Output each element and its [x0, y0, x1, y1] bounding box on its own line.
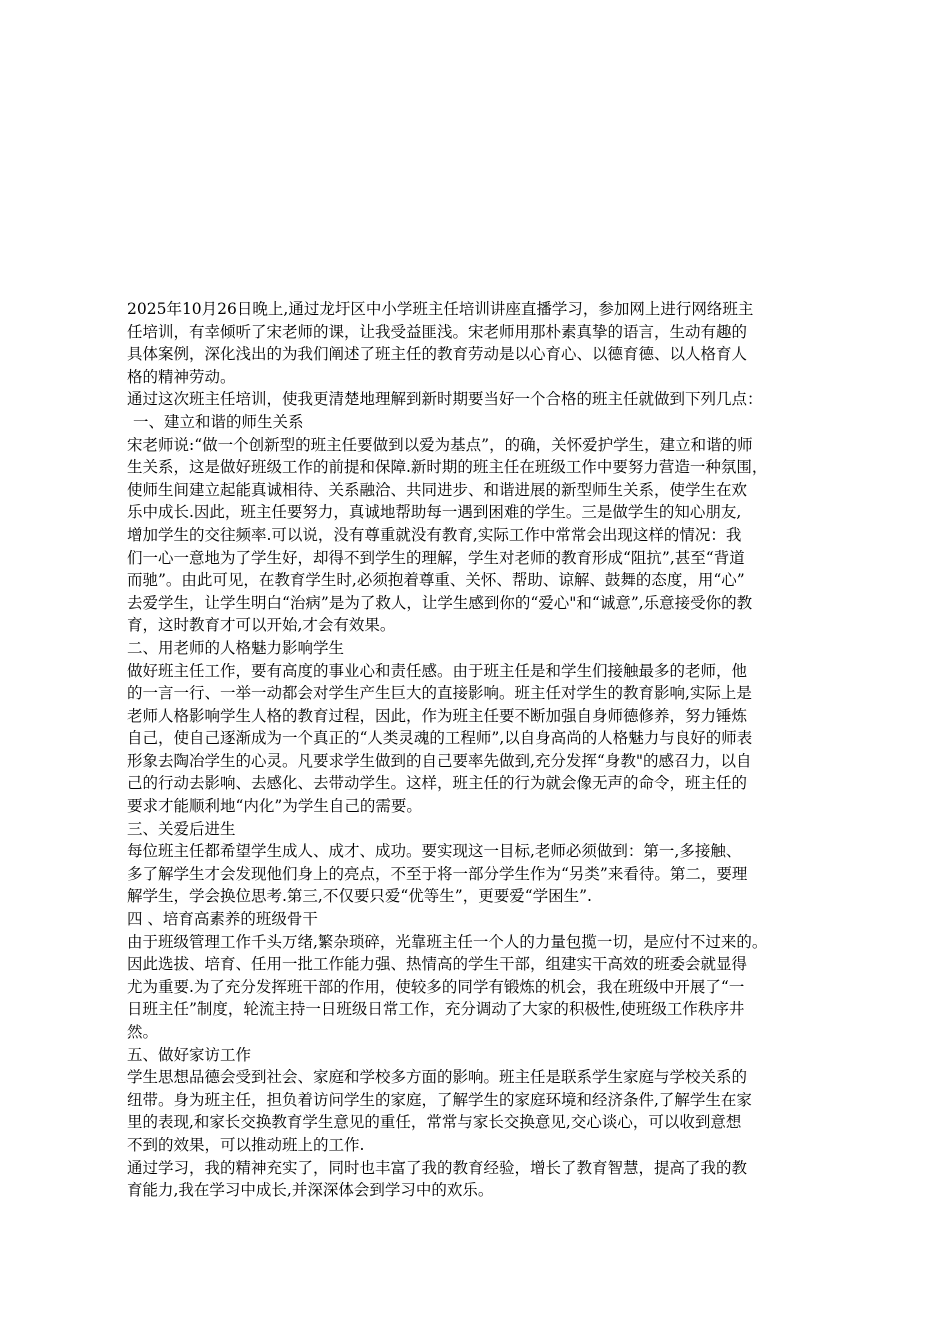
- text-line: 乐中成长.因此，班主任要努力，真诚地帮助每一遇到困难的学生。三是做学生的知心朋友,: [127, 503, 742, 522]
- text-line: 纽带。身为班主任，担负着访问学生的家庭，了解学生的家庭环境和经济条件,了解学生在家: [127, 1090, 752, 1109]
- text-line: 里的表现,和家长交换教育学生意见的重任，常常与家长交换意见,交心谈心，可以收到意想: [127, 1113, 742, 1132]
- text-line: 自己，使自己逐渐成为一个真正的“人类灵魂的工程师”,以自身高尚的人格魅力与良好的师表: [127, 729, 753, 748]
- text-line: 育，这时教育才可以开始,才会有效果。: [127, 616, 396, 635]
- section-heading-2: 二、用老师的人格魅力影响学生: [127, 638, 345, 657]
- text-line: 做好班主任工作，要有高度的事业心和责任感。由于班主任是和学生们接触最多的老师，他: [127, 661, 748, 680]
- text-line: 己的行动去影响、去感化、去带动学生。这样，班主任的行为就会像无声的命令，班主任的: [127, 774, 748, 793]
- article-body: [127, 298, 847, 1202]
- text-line: 增加学生的交往频率.可以说，没有尊重就没有教育,实际工作中常常会出现这样的情况：我: [127, 525, 742, 544]
- text-line: 育能力,我在学习中成长,并深深体会到学习中的欢乐。: [127, 1181, 494, 1200]
- text-line: 尤为重要.为了充分发挥班干部的作用，使较多的同学有锻炼的机会，我在班级中开展了“一: [127, 977, 745, 996]
- text-line: 要求才能顺利地“内化”为学生自己的需要。: [127, 797, 422, 816]
- text-line: 宋老师说:“做一个创新型的班主任要做到以爱为基点”，的确，关怀爱护学生，建立和谐的师: [127, 435, 753, 454]
- text-line: 老师人格影响学生人格的教育过程，因此，作为班主任要不断加强自身师德修养，努力锤炼: [127, 706, 748, 725]
- text-line: 使师生间建立起能真诚相待、关系融洽、共同进步、和谐进展的新型师生关系，使学生在欢: [127, 480, 748, 499]
- section-heading-4: 四 、培育高素养的班级骨干: [127, 910, 318, 929]
- text-line: 解学生，学会换位思考.第三,不仅要只爱“优等生”，更要爱“学困生”.: [127, 887, 592, 906]
- section-heading-5: 五、做好家访工作: [127, 1045, 252, 1064]
- text-line: 具体案例，深化浅出的为我们阐述了班主任的教育劳动是以心育心、以德育德、以人格育人: [127, 345, 748, 364]
- text-line: 而驰”。由此可见，在教育学生时,必须抱着尊重、关怀、帮助、谅解、鼓舞的态度，用“心”: [127, 571, 745, 590]
- text-line: 形象去陶冶学生的心灵。凡要求学生做到的自己要率先做到,充分发挥“身教"的感召力，以自: [127, 751, 752, 770]
- text-line: 的一言一行、一举一动都会对学生产生巨大的直接影响。班主任对学生的教育影响,实际上是: [127, 684, 752, 703]
- section-heading-1: 一、建立和谐的师生关系: [133, 412, 304, 431]
- text-line: 然。: [127, 1023, 159, 1041]
- text-line: 去爱学生，让学生明白“治病”是为了救人，让学生感到你的“爱心"和“诚意”,乐意接受你的教: [127, 593, 753, 612]
- text-line: 任培训，有幸倾听了宋老师的课，让我受益匪浅。宋老师用那朴素真挚的语言，生动有趣的: [127, 322, 748, 341]
- text-line: 格的精神劳动。: [127, 367, 236, 386]
- text-line: 通过这次班主任培训，使我更清楚地理解到新时期要当好一个合格的班主任就做到下列几点：: [127, 390, 763, 409]
- text-line: 学生思想品德会受到社会、家庭和学校多方面的影响。班主任是联系学生家庭与学校关系的: [127, 1068, 748, 1087]
- text-line: 每位班主任都希望学生成人、成才、成功。要实现这一目标,老师必须做到：第一,多接触、: [127, 842, 742, 861]
- text-line: 因此选拔、培育、任用一批工作能力强、热情高的学生干部，组建实干高效的班委会就显得: [127, 955, 748, 974]
- text-line: 们一心一意地为了学生好，却得不到学生的理解，学生对老师的教育形成“阻抗”,甚至“背道: [127, 548, 745, 567]
- text-line: 不到的效果，可以推动班上的工作.: [127, 1135, 365, 1154]
- text-line: 日班主任”制度，轮流主持一日班级日常工作，充分调动了大家的积极性,使班级工作秩序井: [127, 1000, 745, 1019]
- section-heading-3: 三、关爱后进生: [127, 819, 236, 838]
- text-line: 2025年10月26日晚上,通过龙圩区中小学班主任培训讲座直播学习，参加网上进行网络班主: [127, 300, 754, 318]
- text-line: 多了解学生才会发现他们身上的亮点，不至于将一部分学生作为“另类”来看待。第二，要理: [127, 864, 748, 883]
- text-line: 生关系，这是做好班级工作的前提和保障.新时期的班主任在班级工作中要努力营造一种氛围，: [127, 458, 768, 477]
- text-line: 由于班级管理工作千头万绪,繁杂琐碎，光靠班主任一个人的力量包揽一切，是应付不过来的。: [127, 932, 768, 951]
- text-line: 通过学习，我的精神充实了，同时也丰富了我的教育经验，增长了教育智慧，提高了我的教: [127, 1158, 748, 1177]
